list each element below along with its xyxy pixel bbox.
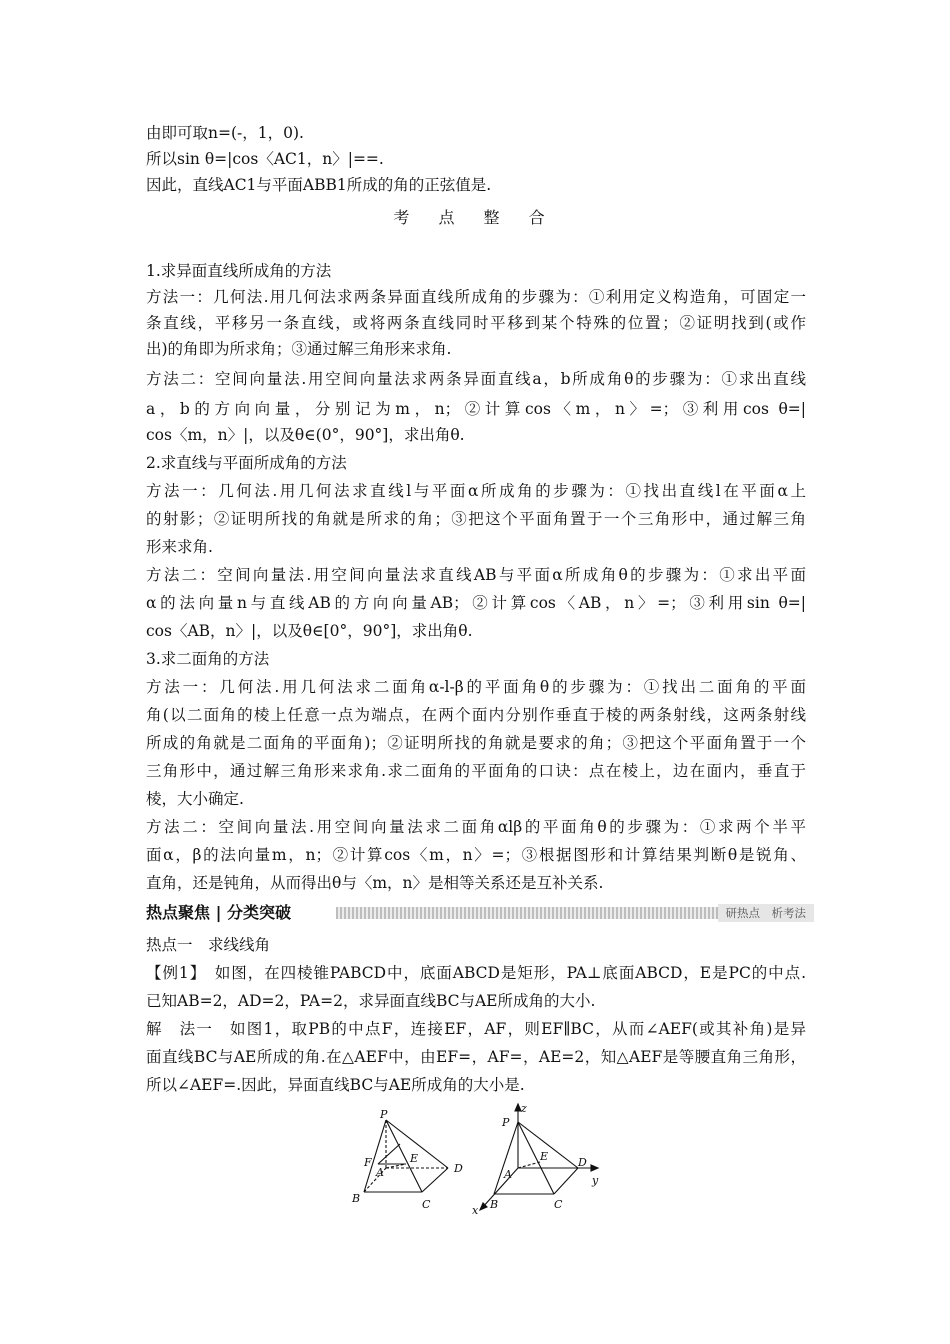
text-line: cos〈AB，n〉|，以及θ∈[0°，90°]，求出角θ.	[146, 622, 473, 640]
text-line: 方法一：几何法.用几何法求直线l与平面α所成角的步骤为：①找出直线l在平面α上	[146, 482, 806, 500]
fig2-label-d: D	[578, 1156, 587, 1169]
text-line: 形来求角.	[146, 538, 213, 556]
text-line: 面直线BC与AE所成的角.在△AEF中，由EF=，AF=，AE=2，知△AEF是等腰直角三角形，	[146, 1048, 806, 1066]
text-line: 棱，大小确定.	[146, 790, 244, 808]
text-line: α的法向量n与直线AB的方向向量AB；②计算cos〈AB，n〉=；③利用sin θ=|	[146, 594, 806, 612]
text-line: a，b的方向向量，分别记为m，n；②计算cos〈m，n〉=；③利用cos θ=|	[146, 400, 806, 418]
text-line: 由即可取n=(-，1，0).	[146, 124, 304, 142]
text-line: 【例1】 如图，在四棱锥PABCD中，底面ABCD是矩形，PA⊥底面ABCD，E是PC的中点.	[146, 964, 806, 982]
fig2-label-a: A	[504, 1168, 512, 1181]
text-line: 面α，β的法向量m，n；②计算cos〈m，n〉=；③根据图形和计算结果判断θ是锐角、	[146, 846, 806, 864]
topic-heading: 热点一 求线线角	[146, 936, 271, 954]
fig2-label-p: P	[502, 1116, 510, 1129]
text-line: 因此，直线AC1与平面ABB1所成的角的正弦值是.	[146, 176, 492, 194]
fig1-label-d: D	[454, 1162, 463, 1175]
fig1-label-p: P	[380, 1108, 388, 1121]
text-line: 直角，还是钝角，从而得出θ与〈m，n〉是相等关系还是互补关系.	[146, 874, 604, 892]
text-line: 三角形中，通过解三角形来求角.求二面角的平面角的口诀：点在棱上，边在面内，垂直于	[146, 762, 806, 780]
fig2-label-c: C	[554, 1198, 563, 1211]
subsection-heading: 2.求直线与平面所成角的方法	[146, 454, 347, 472]
fig2-label-z: z	[521, 1102, 527, 1115]
section-heading: 考 点 整 合	[393, 208, 557, 227]
text-line: cos〈m，n〉|，以及θ∈(0°，90°]，求出角θ.	[146, 426, 465, 444]
fig1-label-c: C	[422, 1198, 431, 1211]
banner-tag: 研热点 析考法	[718, 904, 815, 922]
fig2-label-e: E	[540, 1150, 549, 1163]
text-line: 方法二：空间向量法.用空间向量法求二面角αlβ的平面角θ的步骤为：①求两个半平	[146, 818, 806, 836]
text-line: 方法一：几何法.用几何法求两条异面直线所成角的步骤为：①利用定义构造角，可固定一	[146, 288, 806, 306]
pyramid-figure-1	[340, 1108, 480, 1214]
subsection-heading: 1.求异面直线所成角的方法	[146, 262, 332, 280]
text-line: 所以∠AEF=.因此，异面直线BC与AE所成角的大小是.	[146, 1076, 525, 1094]
text-line: 出)的角即为所求角；③通过解三角形来求角.	[146, 340, 452, 358]
fig2-label-y: y	[592, 1174, 599, 1187]
fig2-label-b: B	[490, 1198, 499, 1211]
fig2-label-x: x	[472, 1204, 479, 1217]
text-line: 所以sin θ=|cos〈AC1，n〉|==.	[146, 150, 384, 168]
text-line: 的射影；②证明所找的角就是所求的角；③把这个平面角置于一个三角形中，通过解三角	[146, 510, 806, 528]
text-line: 条直线，平移另一条直线，或将两条直线同时平移到某个特殊的位置；②证明找到(或作	[146, 314, 806, 332]
banner-title: 热点聚焦 | 分类突破	[146, 902, 297, 924]
text-line: 已知AB=2，AD=2，PA=2，求异面直线BC与AE所成角的大小.	[146, 992, 596, 1010]
text-line: 方法一：几何法.用几何法求二面角α-l-β的平面角θ的步骤为：①找出二面角的平面	[146, 678, 806, 696]
fig1-label-b: B	[352, 1192, 361, 1205]
subsection-heading: 3.求二面角的方法	[146, 650, 270, 668]
section-banner	[146, 902, 814, 924]
text-line: 所成的角就是二面角的平面角)；②证明所找的角就是要求的角；③把这个平面角置于一个	[146, 734, 806, 752]
fig1-label-e: E	[410, 1152, 419, 1165]
text-line: 解 法一 如图1，取PB的中点F，连接EF，AF，则EF∥BC，从而∠AEF(或其补角)是异	[146, 1020, 806, 1038]
text-line: 角(以二面角的棱上任意一点为端点，在两个面内分别作垂直于棱的两条射线，这两条射线	[146, 706, 806, 724]
pyramid-figure-2	[466, 1100, 606, 1218]
text-line: 方法二：空间向量法.用空间向量法求直线AB与平面α所成角θ的步骤为：①求出平面	[146, 566, 806, 584]
fig1-label-a: A	[376, 1166, 384, 1179]
text-line: 方法二：空间向量法.用空间向量法求两条异面直线a，b所成角θ的步骤为：①求出直线	[146, 370, 806, 388]
fig1-label-f: F	[364, 1156, 372, 1169]
